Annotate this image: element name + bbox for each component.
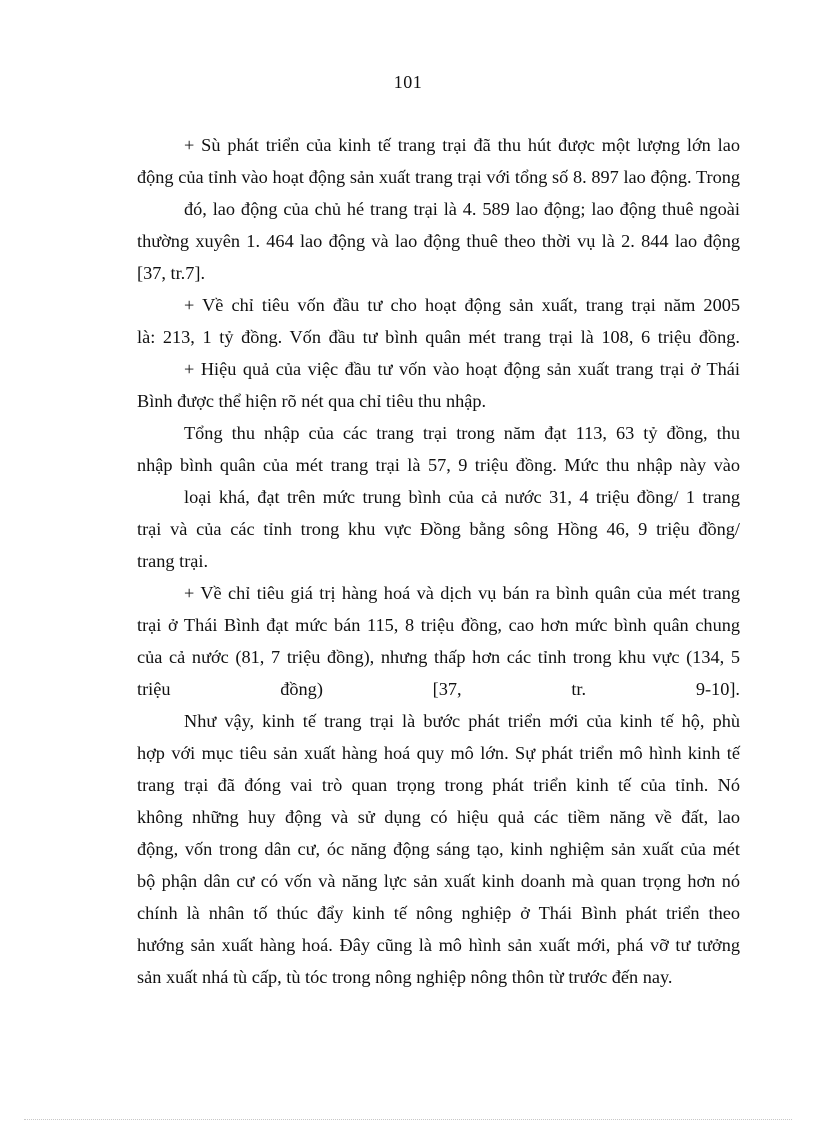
- text-line: + Về chỉ tiêu vốn đầu tư cho hoạt động sản xuất, trang trại năm 2005: [184, 295, 740, 315]
- text-line: là: 213, 1 tỷ đồng. Vốn đầu tư bình quân mét trang trại là 108, 6 triệu đồng.: [137, 327, 740, 347]
- text-line: hướng sản xuất hàng hoá. Đây cũng là mô hình sản xuất mới, phá vỡ tư tưởng: [137, 935, 740, 955]
- text-line: + Về chỉ tiêu giá trị hàng hoá và dịch vụ bán ra bình quân của mét trang: [184, 583, 740, 603]
- text-line: bộ phận dân cư có vốn và năng lực sản xuất kinh doanh mà quan trọng hơn nó: [137, 871, 740, 891]
- text-line: [37, tr.7].: [137, 263, 206, 283]
- text-line: của cả nước (81, 7 triệu đồng), nhưng thấp hơn các tỉnh trong khu vực (134, 5: [137, 647, 740, 667]
- text-line: + Hiệu quả của việc đầu tư vốn vào hoạt động sản xuất trang trại ở Thái: [184, 359, 740, 379]
- text-line: thường xuyên 1. 464 lao động và lao động thuê theo thời vụ là 2. 844 lao động: [137, 231, 740, 251]
- text-line: loại khá, đạt trên mức trung bình của cả nước 31, 4 triệu đồng/ 1 trang: [184, 487, 740, 507]
- text-line: nhập bình quân của mét trang trại là 57, 9 triệu đồng. Mức thu nhập này vào: [137, 455, 740, 475]
- text-line: đó, lao động của chủ hé trang trại là 4. 589 lao động; lao động thuê ngoài: [184, 199, 740, 219]
- text-line: chính là nhân tố thúc đẩy kinh tế nông nghiệp ở Thái Bình phát triển theo: [137, 903, 740, 923]
- text-line: trang trại.: [137, 551, 209, 571]
- page-number: 101: [393, 72, 423, 92]
- text-line: động của tỉnh vào hoạt động sản xuất trang trại với tổng số 8. 897 lao động. Trong: [137, 167, 740, 187]
- text-line: hợp với mục tiêu sản xuất hàng hoá quy mô lớn. Sự phát triển mô hình kinh tế: [137, 743, 740, 763]
- text-line: + Sù phát triển của kinh tế trang trại đã thu hút được một lượng lớn lao: [184, 135, 740, 155]
- text-line: Tổng thu nhập của các trang trại trong năm đạt 113, 63 tỷ đồng, thu: [184, 423, 740, 443]
- text-line: sản xuất nhá tù cấp, tù tóc trong nông nghiệp nông thôn từ trước đến nay.: [137, 967, 673, 987]
- text-line: không những huy động và sử dụng có hiệu quả các tiềm năng về đất, lao: [137, 807, 740, 827]
- text-line: động, vốn trong dân cư, óc năng động sáng tạo, kinh nghiệm sản xuất của mét: [137, 839, 740, 859]
- text-line: trại và của các tỉnh trong khu vực Đồng bằng sông Hồng 46, 9 triệu đồng/: [137, 519, 740, 539]
- text-line: Bình được thể hiện rõ nét qua chỉ tiêu thu nhập.: [137, 391, 487, 411]
- page-bottom-divider: [24, 1119, 792, 1120]
- text-line: triệu đồng) [37, tr. 9-10].: [137, 679, 740, 699]
- text-line: trại ở Thái Bình đạt mức bán 115, 8 triệu đồng, cao hơn mức bình quân chung: [137, 615, 740, 635]
- text-line: trang trại đã đóng vai trò quan trọng trong phát triển kinh tế của tỉnh. Nó: [137, 775, 740, 795]
- text-line: Như vậy, kinh tế trang trại là bước phát triển mới của kinh tế hộ, phù: [184, 711, 740, 731]
